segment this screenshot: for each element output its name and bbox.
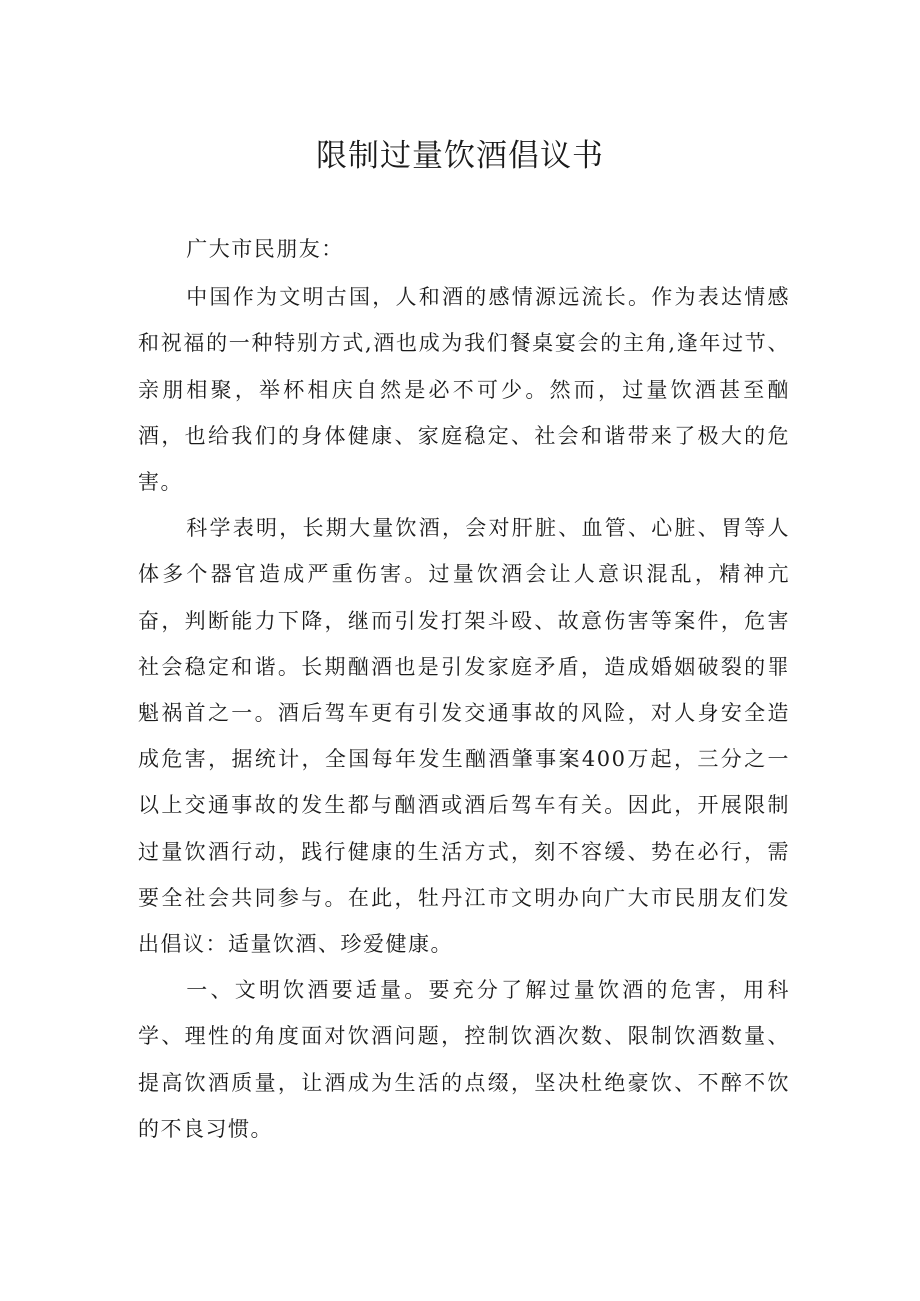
paragraph-science: 科学表明，长期大量饮酒，会对肝脏、血管、心脏、胃等人体多个器官造成严重伤害。过量饮酒会让人意识混乱，精神亢奋，判断能力下降，继而引发打架斗殴、故意伤害等案件，危害社会稳定和谐。长期酗酒也是引发家庭矛盾，造成婚姻破裂的罪魁祸首之一。酒后驾车更有引发交通事故的风险，对人身安全造成危害，据统计，全国每年发生酗酒肇事案400万起，三分之一以上交通事故的发生都与酗酒或酒后驾车有关。因此，开展限制过量饮酒行动，践行健康的生活方式，刻不容缓、势在必行，需要全社会共同参与。在此，牡丹江市文明办向广大市民朋友们发出倡议：适量饮酒、珍爱健康。 — [138, 516, 790, 957]
document-body — [138, 226, 790, 1152]
paragraph-intro: 中国作为文明古国，人和酒的感情源远流长。作为表达情感和祝福的一种特别方式,酒也成为我们餐桌宴会的主角,逢年过节、亲朋相聚，举杯相庆自然是必不可少。然而，过量饮酒甚至酗酒，也给我们的身体健康、家庭稳定、社会和谐带来了极大的危害。 — [138, 285, 790, 495]
salutation: 广大市民朋友： — [186, 237, 344, 261]
document-title: 限制过量饮酒倡议书 — [316, 138, 604, 174]
paragraph-point-one: 一、文明饮酒要适量。要充分了解过量饮酒的危害，用科学、理性的角度面对饮酒问题，控制饮酒次数、限制饮酒数量、提高饮酒质量，让酒成为生活的点缀，坚决杜绝豪饮、不醉不饮的不良习惯。 — [138, 978, 790, 1141]
